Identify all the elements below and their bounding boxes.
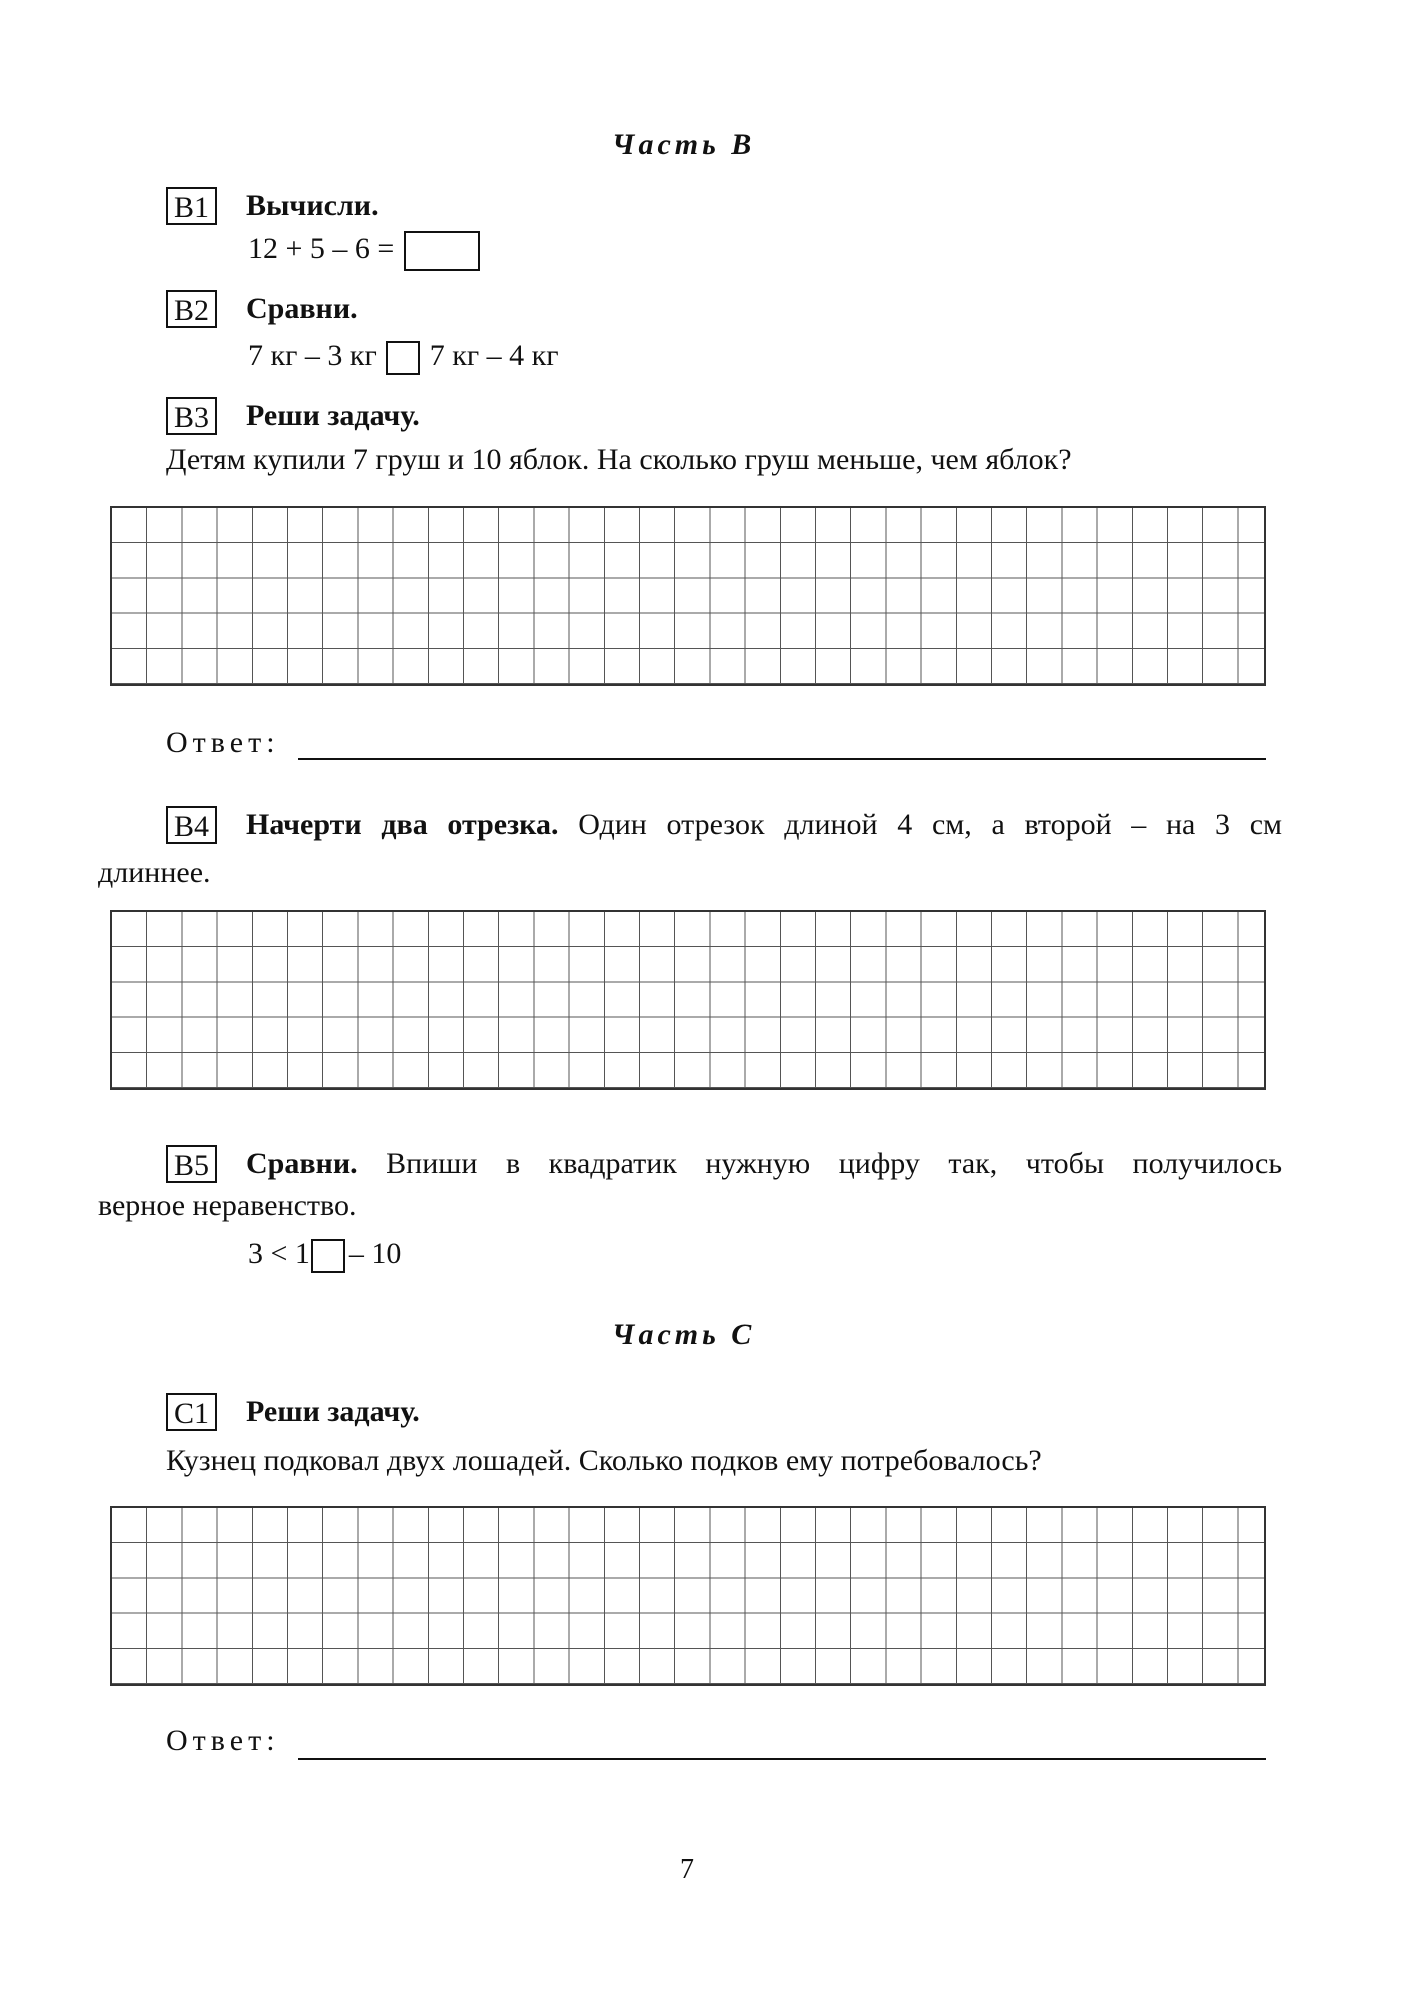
- c1-answer-line[interactable]: [298, 1758, 1266, 1760]
- task-label-b5: В5: [166, 1145, 217, 1183]
- c1-problem-text: Кузнец подковал двух лошадей. Сколько подков ему потребовалось?: [166, 1444, 1042, 1477]
- task-title-b5: Сравни.: [246, 1147, 358, 1180]
- task-label-b3: В3: [166, 397, 217, 435]
- b2-compare-box[interactable]: [386, 341, 420, 375]
- b1-expression: [248, 229, 480, 271]
- b4-text-line2: длиннее.: [98, 856, 211, 889]
- task-title-b3: Реши задачу.: [246, 399, 420, 432]
- task-title-b2: Сравни.: [246, 292, 358, 325]
- b5-text-line1: [246, 1143, 1282, 1185]
- b3-answer-line[interactable]: [298, 758, 1266, 760]
- task-title-b1: Вычисли.: [246, 189, 379, 222]
- b5-inequality: [248, 1234, 401, 1274]
- b2-left-expression: 7 кг – 3 кг: [248, 339, 377, 372]
- b4-text-line1: [246, 804, 1282, 846]
- page-number: 7: [680, 1854, 694, 1885]
- c1-answer-label: Ответ:: [166, 1724, 280, 1757]
- task-label-b1: В1: [166, 187, 217, 225]
- b1-expression-text: 12 + 5 – 6 =: [248, 232, 395, 265]
- b4-text-main: Один отрезок длиной 4 см, а второй – на 3 см: [578, 808, 1283, 841]
- b5-expr-right: – 10: [348, 1237, 402, 1270]
- b3-work-grid[interactable]: [110, 506, 1266, 686]
- part-b-title: Часть В: [612, 128, 756, 161]
- b4-drawing-grid[interactable]: [110, 910, 1266, 1090]
- task-title-b4: Начерти два отрезка.: [246, 808, 559, 841]
- task-label-b2: В2: [166, 290, 217, 328]
- b3-problem-text: Детям купили 7 груш и 10 яблок. На сколько груш меньше, чем яблок?: [166, 443, 1072, 476]
- b5-text-line2: верное неравенство.: [98, 1189, 357, 1222]
- task-title-c1: Реши задачу.: [246, 1395, 420, 1428]
- task-label-c1: С1: [166, 1393, 217, 1431]
- b5-digit-box[interactable]: [311, 1239, 345, 1273]
- b5-expr-left: 3 < 1: [248, 1237, 310, 1270]
- c1-work-grid[interactable]: [110, 1506, 1266, 1686]
- b2-comparison: [248, 336, 559, 376]
- b5-text-main: Впиши в квадратик нужную цифру так, чтобы получилось: [386, 1147, 1283, 1180]
- b3-answer-label: Ответ:: [166, 726, 280, 759]
- part-c-title: Часть С: [612, 1318, 756, 1351]
- b2-right-expression: 7 кг – 4 кг: [429, 339, 559, 372]
- task-label-b4: В4: [166, 806, 217, 844]
- b1-answer-box[interactable]: [404, 231, 480, 271]
